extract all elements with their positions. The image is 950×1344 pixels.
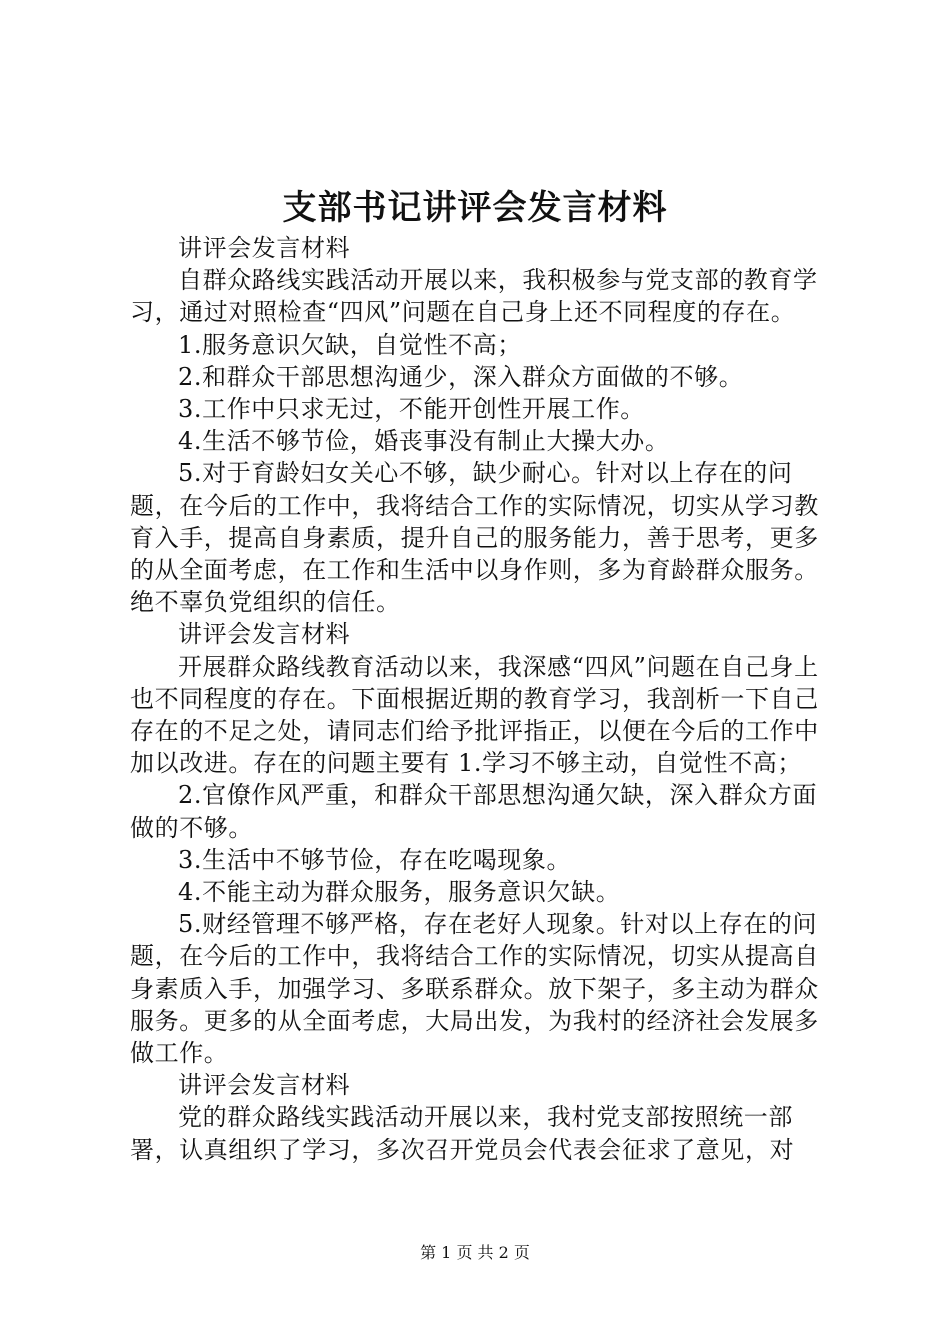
paragraph: 党的群众路线实践活动开展以来，我村党支部按照统一部署，认真组织了学习，多次召开党员会代表会征求了意见，对 <box>130 1103 795 1164</box>
document-title: 支部书记讲评会发言材料 <box>282 188 668 228</box>
page-footer: 第 1 页 共 2 页 <box>420 1243 530 1262</box>
list-item: 3.工作中只求无过，不能开创性开展工作。 <box>178 395 645 424</box>
list-item: 1.服务意识欠缺，自觉性不高； <box>178 330 522 359</box>
list-item: 3.生活中不够节俭，存在吃喝现象。 <box>178 845 572 874</box>
list-item: 4.不能主动为群众服务，服务意识欠缺。 <box>178 878 621 907</box>
paragraph: 自群众路线实践活动开展以来，我积极参与党支部的教育学习，通过对照检查“四风”问题在自己身上还不同程度的存在。 <box>130 266 818 327</box>
section-heading: 讲评会发言材料 <box>178 1071 351 1100</box>
list-item: 4.生活不够节俭，婚丧事没有制止大操大办。 <box>178 427 670 456</box>
document-body <box>130 232 830 1166</box>
list-item: 5.财经管理不够严格，存在老好人现象。针对以上存在的问题，在今后的工作中，我将结合工作的实际情况，切实从提高自身素质入手，加强学习、多联系群众。放下架子，多主动为群众服务。更多的从全面考虑，大局出发，为我村的经济社会发展多做工作。 <box>130 910 819 1068</box>
section-heading: 讲评会发言材料 <box>178 620 351 649</box>
list-item: 2.官僚作风严重，和群众干部思想沟通欠缺，深入群众方面做的不够。 <box>130 781 818 842</box>
section-heading: 讲评会发言材料 <box>178 234 351 262</box>
paragraph: 开展群众路线教育活动以来，我深感“四风”问题在自己身上也不同程度的存在。下面根据近期的教育学习，我剖析一下自己存在的不足之处，请同志们给予批评指正，以便在今后的工作中加以改进。存在的问题主要有 1.学习不够主动，自觉性不高； <box>130 652 819 778</box>
list-item: 5.对于育龄妇女关心不够，缺少耐心。针对以上存在的问题，在今后的工作中，我将结合工作的实际情况，切实从学习教育入手，提高自身素质，提升自己的服务能力，善于思考，更多的从全面考虑，在工作和生活中以身作则，多为育龄群众服务。绝不辜负党组织的信任。 <box>130 459 819 617</box>
list-item: 2.和群众干部思想沟通少，深入群众方面做的不够。 <box>178 362 744 391</box>
